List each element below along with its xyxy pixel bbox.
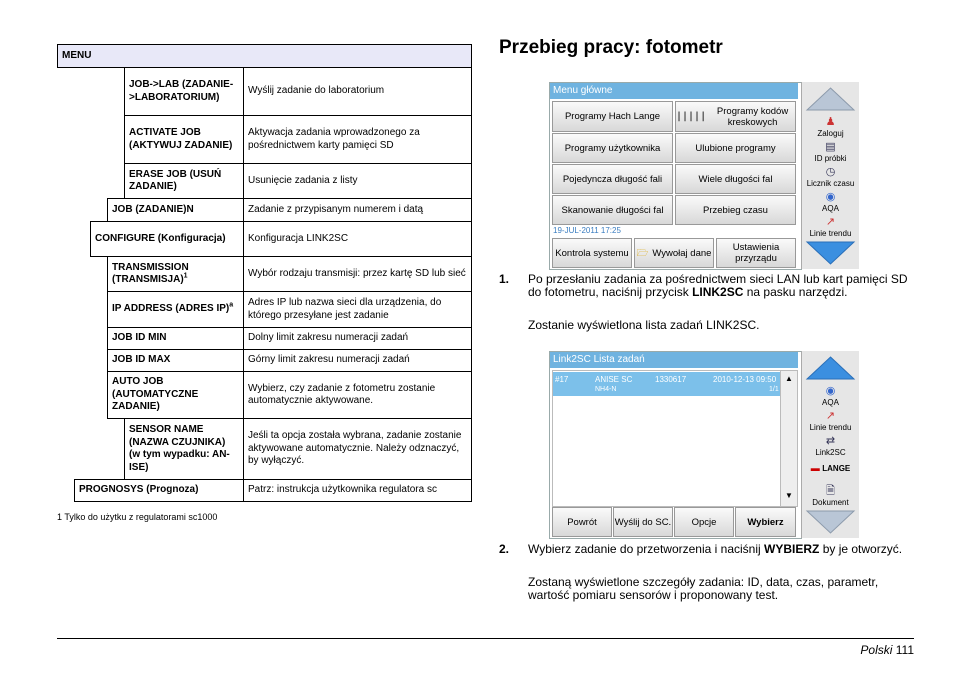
barcode-programs-button[interactable]: ||||| Programy kodów kreskowych: [675, 101, 796, 132]
screen-title: Menu główne: [550, 83, 798, 99]
table-value: Górny limit zakresu numeracji zadań: [244, 350, 472, 372]
scroll-up-small-icon[interactable]: ▲: [785, 374, 793, 383]
step-1: [499, 273, 909, 313]
step-2: [499, 543, 909, 573]
step-number: 1.: [499, 272, 510, 286]
job-list: [552, 370, 781, 507]
footer-rule: [57, 638, 914, 639]
table-value: Wybór rodzaju transmisji: przez kartę SD lub sieć: [244, 257, 472, 292]
timer-button[interactable]: ◷ Licznik czasu: [804, 166, 857, 188]
multi-wavelength-button[interactable]: Wiele długości fal: [675, 164, 796, 194]
instrument-setup-button[interactable]: Ustawienia przyrządu: [716, 238, 796, 268]
link2sc-icon: ⇄: [825, 435, 836, 447]
step-text: Po przesłaniu zadania za pośrednictwem sieci LAN lub kart pamięci SD do fotometru, naciśnij przycisk LINK2SC na pasku narzędzi.: [528, 272, 908, 299]
table-header: MENU: [58, 45, 472, 68]
page-title: Przebieg pracy: fotometr: [499, 37, 723, 58]
wavelength-scan-button[interactable]: Skanowanie długości fal: [552, 195, 673, 225]
page-footer: [860, 643, 914, 657]
table-key: PROGNOSYS (Prognoza): [75, 480, 244, 502]
send-to-sc-button[interactable]: Wyślij do SC.: [613, 507, 673, 537]
aqa-button[interactable]: ◉ AQA: [804, 385, 857, 407]
lange-logo-icon: ▬: [810, 463, 823, 473]
favorite-programs-button[interactable]: Ulubione programy: [675, 133, 796, 163]
recall-data-button[interactable]: 🗁 Wywołaj dane: [634, 238, 714, 268]
main-menu-screen: [549, 82, 802, 270]
table-value: Konfiguracja LINK2SC: [244, 222, 472, 257]
table-key: JOB ID MIN: [108, 328, 244, 350]
link2sc-job-list-screen: [549, 351, 802, 539]
step-number: 2.: [499, 542, 510, 556]
screen2-sidebar: [801, 351, 859, 538]
table-key: AUTO JOB (AUTOMATYCZNE ZADANIE): [108, 372, 244, 419]
table-value: Patrz: instrukcja użytkownika regulatora sc: [244, 480, 472, 502]
table-key: SENSOR NAME (NAZWA CZUJNIKA) (w tym wypadku: AN-ISE): [125, 419, 244, 480]
step-text: Wybierz zadanie do przetworzenia i naciśnij WYBIERZ by je otworzyć.: [528, 542, 903, 556]
trend-chart-icon: ↗: [825, 410, 836, 422]
table-key: IP ADDRESS (ADRES IP)$^a$: [108, 292, 244, 328]
options-button[interactable]: Opcje: [674, 507, 734, 537]
table-value: Dolny limit zakresu numeracji zadań: [244, 328, 472, 350]
back-button[interactable]: Powrót: [552, 507, 612, 537]
table-value: Usunięcie zadania z listy: [244, 164, 472, 199]
scroll-down-icon[interactable]: [805, 240, 856, 266]
table-key: TRANSMISSION (TRANSMISJA)$^1$: [108, 257, 244, 292]
system-check-button[interactable]: Kontrola systemu: [552, 238, 632, 268]
table-key: ERASE JOB (USUŃ ZADANIE): [125, 164, 244, 199]
trend-lines-button[interactable]: ↗ Linie trendu: [804, 216, 857, 238]
login-button[interactable]: ♟ Zaloguj: [804, 116, 857, 138]
table-value: Zadanie z przypisanym numerem i datą: [244, 199, 472, 222]
document-button[interactable]: 🗎 Dokument: [804, 485, 857, 507]
language-label: Polski: [860, 643, 893, 657]
step-1-note: Zostanie wyświetlona lista zadań LINK2SC.: [528, 318, 760, 332]
scroll-up-icon[interactable]: [805, 86, 856, 112]
scroll-down-small-icon[interactable]: ▼: [785, 491, 793, 500]
page-number: 111: [895, 643, 914, 657]
table-value: Adres IP lub nazwa sieci dla urządzenia, do którego przesyłane jest zadanie: [244, 292, 472, 328]
id-card-icon: ▤: [825, 141, 836, 153]
barcode-icon: |||||: [676, 111, 707, 122]
table-value: Aktywacja zadania wprowadzonego za pośrednictwem karty pamięci SD: [244, 116, 472, 164]
user-programs-button[interactable]: Programy użytkownika: [552, 133, 673, 163]
aqa-icon: ◉: [825, 385, 836, 397]
table-key: JOB ID MAX: [108, 350, 244, 372]
aqa-icon: ◉: [825, 191, 836, 203]
trend-chart-icon: ↗: [825, 216, 836, 228]
document-icon: 🗎: [826, 485, 835, 497]
menu-table: [57, 44, 472, 502]
lange-button[interactable]: ▬ LANGE: [810, 463, 851, 473]
step-2-note: Zostaną wyświetlone szczegóły zadania: ID, data, czas, parametr, wartość pomiaru sensorów i proponowany test.: [528, 575, 879, 602]
time-course-button[interactable]: Przebieg czasu: [675, 195, 796, 225]
sample-id-button[interactable]: ▤ ID próbki: [804, 141, 857, 163]
table-value: Jeśli ta opcja została wybrana, zadanie zostanie aktywowane automatycznie. Należy odznaczyć, by wyłączyć.: [244, 419, 472, 480]
table-key: ACTIVATE JOB (AKTYWUJ ZADANIE): [125, 116, 244, 164]
scroll-down-icon[interactable]: [805, 509, 856, 535]
trend-lines-button[interactable]: ↗ Linie trendu: [804, 410, 857, 432]
hach-lange-programs-button[interactable]: Programy Hach Lange: [552, 101, 673, 132]
clock-icon: ◷: [825, 166, 836, 178]
job-row[interactable]: #17 ANISE SC 1330617 2010-12-13 09:50 NH4-N 1/1: [553, 372, 780, 396]
footnote: 1 Tylko do użytku z regulatorami sc1000: [57, 512, 218, 522]
folder-icon: 🗁: [636, 247, 649, 259]
link2sc-button[interactable]: ⇄ Link2SC: [804, 435, 857, 457]
screen-title: Link2SC Lista zadań: [550, 352, 798, 368]
table-key: JOB->LAB (ZADANIE->LABORATORIUM): [125, 68, 244, 116]
table-key: CONFIGURE (Konfiguracja): [91, 222, 244, 257]
list-scrollbar[interactable]: [780, 370, 798, 507]
screen1-sidebar: [801, 82, 859, 269]
date-time: 19-JUL-2011 17:25: [553, 226, 621, 235]
scroll-up-icon[interactable]: [805, 355, 856, 381]
table-value: Wybierz, czy zadanie z fotometru zostanie automatycznie aktywowane.: [244, 372, 472, 419]
select-button[interactable]: Wybierz: [735, 507, 796, 537]
single-wavelength-button[interactable]: Pojedyncza długość fali: [552, 164, 673, 194]
aqa-button[interactable]: ◉ AQA: [804, 191, 857, 213]
table-key: JOB (ZADANIE)N: [108, 199, 244, 222]
table-value: Wyślij zadanie do laboratorium: [244, 68, 472, 116]
person-icon: ♟: [825, 116, 836, 128]
